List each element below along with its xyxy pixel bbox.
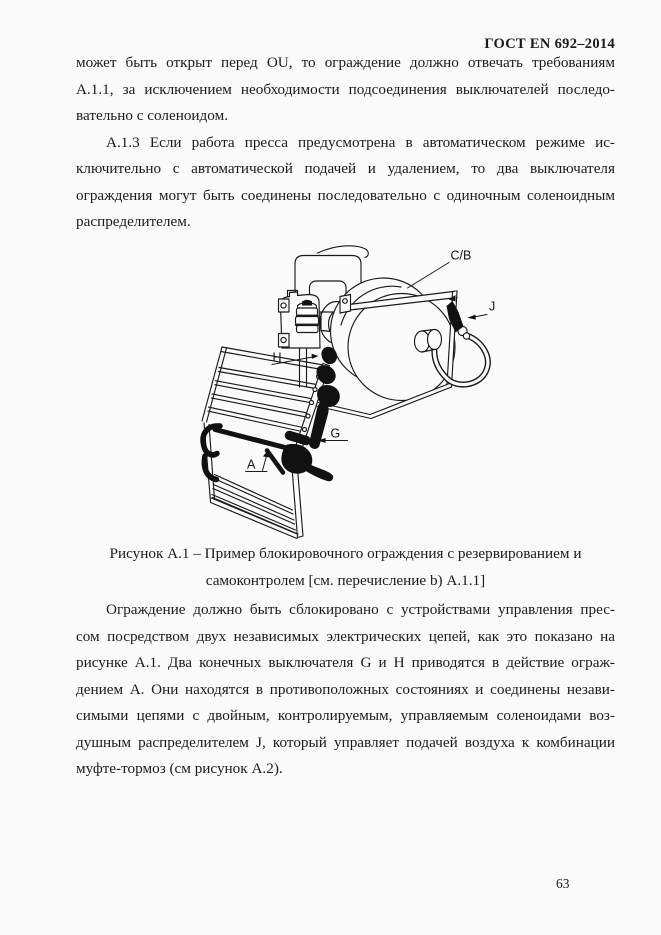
label-clutch-brake: C/B [450,248,472,263]
text-line: сом посредством двух независимых электрических цепей, как это показано на [76,627,615,645]
label-valve-j: J [489,299,496,314]
top-text-block [76,50,615,236]
bearing-housing [279,292,321,348]
text-line: А.1.1, за исключением необходимости подсоединения выключателей последо- [76,80,615,98]
label-guard-a: A [247,457,256,472]
bottom-text-block [76,597,615,783]
standard-header: ГОСТ EN 692–2014 [484,36,615,52]
text-line: симыми цепями с двойным, контролируемым, управляемым соленоидами воз- [76,707,615,724]
figure-a1-drawing [185,235,515,545]
text-line: вательно с соленоидом. [76,107,229,124]
page-number: 63 [556,876,570,891]
text-line: ключительно с автоматической подачей и удалением, то два выключателя [76,160,615,177]
figure-caption [76,540,615,594]
text-line: муфте-тормоз (см рисунок А.2). [76,760,283,777]
guard-lower-panel [203,423,303,539]
label-switch-h: H [272,350,282,365]
text-line: дением А. Они находятся в противоположных состояниях и соединены незави- [76,680,615,698]
caption-line: самоконтролем [см. перечисление b) А.1.1] [205,572,486,589]
text-line: Ограждение должно быть сблокировано с устройствами управления прес- [106,601,615,618]
text-line: А.1.3 Если работа пресса предусмотрена в автоматическом режиме ис- [106,133,615,151]
text-line: ограждения могут быть соединены последовательно с одиночным соленоидным [76,186,615,204]
text-line: душным распределителем J, который управляет подачей воздуха к комбинации [76,733,615,751]
label-switch-g: G [330,426,341,441]
text-line: рисунке А.1. Два конечных выключателя G и Н приводятся в действие ограж- [76,654,615,671]
caption-line: Рисунок А.1 – Пример блокировочного ограждения с резервированием и [109,545,582,562]
text-line: распределителем. [76,213,191,230]
text-line: может быть открыт перед OU, то ограждение должно отвечать требованиям [76,54,615,71]
